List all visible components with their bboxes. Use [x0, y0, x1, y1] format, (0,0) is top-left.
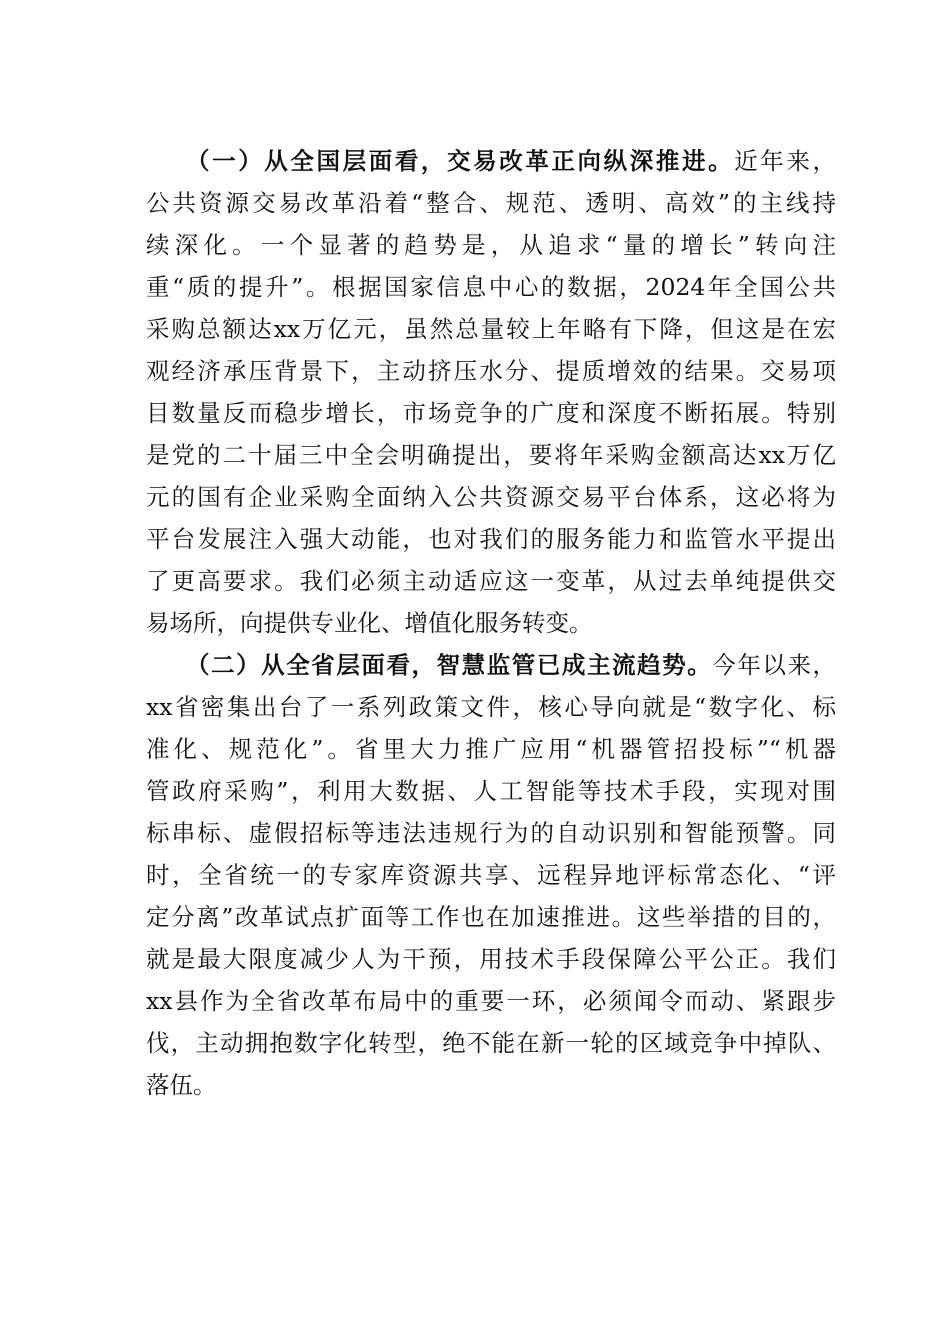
paragraph-national: [146, 140, 836, 644]
paragraph-text: 今年以来，: [712, 651, 836, 679]
paragraph-line: 重“质的提升”。根据国家信息中心的数据，2024年全国公共: [146, 273, 836, 301]
paragraph-line: 标串标、虚假招标等违法违规行为的自动识别和智能预警。同: [146, 819, 836, 847]
paragraph-line: xx省密集出台了一系列政策文件，核心导向就是“数字化、标: [146, 693, 836, 721]
paragraph-line: 公共资源交易改革沿着“整合、规范、透明、高效”的主线持: [146, 189, 836, 217]
paragraph-line: 了更高要求。我们必须主动适应这一变革，从过去单纯提供交: [146, 567, 836, 595]
paragraph-line: 时，全省统一的专家库资源共享、远程异地评标常态化、“评: [146, 861, 836, 889]
paragraph-line: 目数量反而稳步增长，市场竞争的广度和深度不断拓展。特别: [146, 399, 836, 427]
paragraph-line: 平台发展注入强大动能，也对我们的服务能力和监管水平提出: [146, 525, 836, 553]
paragraph-line: xx县作为全省改革布局中的重要一环，必须闻令而动、紧跟步: [146, 987, 836, 1015]
document-page: [146, 140, 836, 1106]
paragraph-line: 管政府采购”，利用大数据、人工智能等技术手段，实现对围: [146, 777, 836, 805]
paragraph-line: 采购总额达xx万亿元，虽然总量较上年略有下降，但这是在宏: [146, 315, 836, 343]
paragraph-line: 定分离”改革试点扩面等工作也在加速推进。这些举措的目的，: [146, 903, 836, 931]
paragraph-line: 伐，主动拥抱数字化转型，绝不能在新一轮的区域竞争中掉队、: [146, 1029, 836, 1057]
paragraph-line: 续深化。一个显著的趋势是，从追求“量的增长”转向注: [146, 231, 836, 259]
paragraph-line: 落伍。: [146, 1071, 217, 1099]
paragraph-line: 元的国有企业采购全面纳入公共资源交易平台体系，这必将为: [146, 483, 836, 511]
paragraph-provincial: [146, 644, 836, 1106]
paragraph-line: 准化、规范化”。省里大力推广应用“机器管招投标”“机器: [146, 735, 836, 763]
paragraph-first-line: [146, 644, 836, 686]
paragraph-heading: （二）从全省层面看，智慧监管已成主流趋势。: [186, 651, 713, 679]
paragraph-heading: （一）从全国层面看，交易改革正向纵深推进。: [186, 147, 735, 175]
paragraph-line: 观经济承压背景下，主动挤压水分、提质增效的结果。交易项: [146, 357, 836, 385]
paragraph-text: 近年来，: [734, 147, 836, 175]
paragraph-line: 是党的二十届三中全会明确提出，要将年采购金额高达xx万亿: [146, 441, 836, 469]
paragraph-line: 易场所，向提供专业化、增值化服务转变。: [146, 609, 593, 637]
paragraph-line: 就是最大限度减少人为干预，用技术手段保障公平公正。我们: [146, 945, 836, 973]
paragraph-first-line: [146, 140, 836, 182]
